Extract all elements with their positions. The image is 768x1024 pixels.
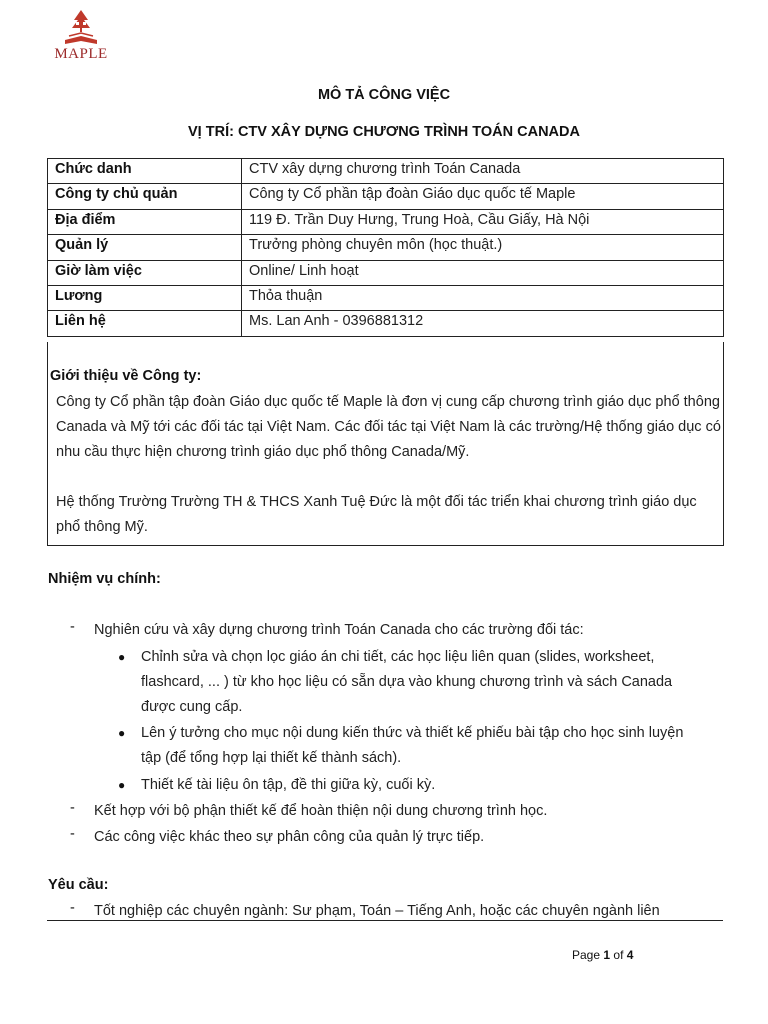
page-total: 4 bbox=[626, 948, 634, 962]
row-value: Online/ Linh hoạt bbox=[242, 260, 724, 285]
maple-logo bbox=[50, 6, 112, 63]
intro-paragraph: Công ty Cổ phần tập đoàn Giáo dục quốc tế Maple là đơn vị cung cấp chương trình giáo dục phổ thông Canada và Mỹ tới các đối tác tại Việt Nam. Các đối tác tại Việt Nam là các trường/Hệ thống giáo dục có nhu cầu thực hiện chương trình giáo dục phổ thông Canada/Mỹ. bbox=[56, 394, 721, 460]
dash-marker: - bbox=[70, 826, 75, 842]
row-label: Công ty chủ quản bbox=[48, 184, 242, 209]
list-item: Lên ý tưởng cho mục nội dung kiến thức và thiết kế phiếu bài tập cho học sinh luyện bbox=[141, 725, 684, 741]
list-item: Các công việc khác theo sự phân công của quản lý trực tiếp. bbox=[94, 829, 485, 845]
position-title: VỊ TRÍ: CTV XÂY DỰNG CHƯƠNG TRÌNH TOÁN CANADA bbox=[188, 124, 580, 140]
intro-heading: Giới thiệu về Công ty: bbox=[50, 368, 202, 384]
row-label: Giờ làm việc bbox=[48, 260, 242, 285]
table-row bbox=[48, 285, 724, 310]
list-item-cont: tập (để tổng hợp lại thiết kế thành sách). bbox=[141, 750, 402, 766]
row-label: Quản lý bbox=[48, 235, 242, 260]
list-item-cont: flashcard, ... ) từ kho học liệu có sẵn dựa vào khung chương trình và sách Canada bbox=[141, 674, 673, 690]
row-value: 119 Đ. Trần Duy Hưng, Trung Hoà, Cầu Giấy, Hà Nội bbox=[242, 209, 724, 234]
requirements-heading: Yêu cầu: bbox=[48, 877, 109, 893]
list-item: Kết hợp với bộ phận thiết kế để hoàn thiện nội dung chương trình học. bbox=[94, 803, 548, 819]
row-value: CTV xây dựng chương trình Toán Canada bbox=[242, 159, 724, 184]
table-row bbox=[48, 159, 724, 184]
book-tree-logo-icon bbox=[61, 6, 101, 46]
table-row bbox=[48, 260, 724, 285]
row-value: Công ty Cổ phần tập đoàn Giáo dục quốc tế Maple bbox=[242, 184, 724, 209]
logo-text: MAPLE bbox=[54, 46, 108, 62]
document-title: MÔ TẢ CÔNG VIỆC bbox=[317, 87, 451, 103]
dash-marker: - bbox=[70, 800, 75, 816]
job-info-table bbox=[47, 158, 724, 337]
list-item: Chỉnh sửa và chọn lọc giáo án chi tiết, các học liệu liên quan (slides, worksheet, bbox=[141, 649, 655, 665]
intro-paragraph: Hệ thống Trường Trường TH & THCS Xanh Tuệ Đức là một đối tác triển khai chương trình giáo dục phổ thông Mỹ. bbox=[56, 494, 697, 535]
row-value: Thỏa thuận bbox=[242, 285, 724, 310]
duties-heading: Nhiệm vụ chính: bbox=[48, 571, 161, 587]
bullet-icon: ● bbox=[118, 726, 126, 740]
list-item: Thiết kế tài liệu ôn tập, đề thi giữa kỳ, cuối kỳ. bbox=[141, 777, 436, 793]
company-intro-box bbox=[47, 342, 724, 546]
row-label: Địa điểm bbox=[48, 209, 242, 234]
page-word: Page bbox=[572, 948, 601, 962]
dash-marker: - bbox=[70, 900, 75, 916]
page-bottom-rule bbox=[47, 920, 723, 921]
bullet-icon: ● bbox=[118, 650, 126, 664]
table-row bbox=[48, 235, 724, 260]
row-label: Lương bbox=[48, 285, 242, 310]
list-item: Nghiên cứu và xây dựng chương trình Toán Canada cho các trường đối tác: bbox=[94, 622, 584, 638]
of-word: of bbox=[613, 948, 624, 962]
table-row bbox=[48, 209, 724, 234]
page-number: 1 bbox=[603, 948, 611, 962]
table-row bbox=[48, 184, 724, 209]
table-row bbox=[48, 311, 724, 336]
page-footer bbox=[572, 948, 633, 962]
row-label: Liên hệ bbox=[48, 311, 242, 336]
row-label: Chức danh bbox=[48, 159, 242, 184]
list-item-cont: được cung cấp. bbox=[141, 699, 243, 715]
row-value: Ms. Lan Anh - 0396881312 bbox=[242, 311, 724, 336]
dash-marker: - bbox=[70, 619, 75, 635]
list-item: Tốt nghiệp các chuyên ngành: Sư phạm, Toán – Tiếng Anh, hoặc các chuyên ngành liên bbox=[94, 903, 660, 919]
bullet-icon: ● bbox=[118, 778, 126, 792]
row-value: Trưởng phòng chuyên môn (học thuật.) bbox=[242, 235, 724, 260]
